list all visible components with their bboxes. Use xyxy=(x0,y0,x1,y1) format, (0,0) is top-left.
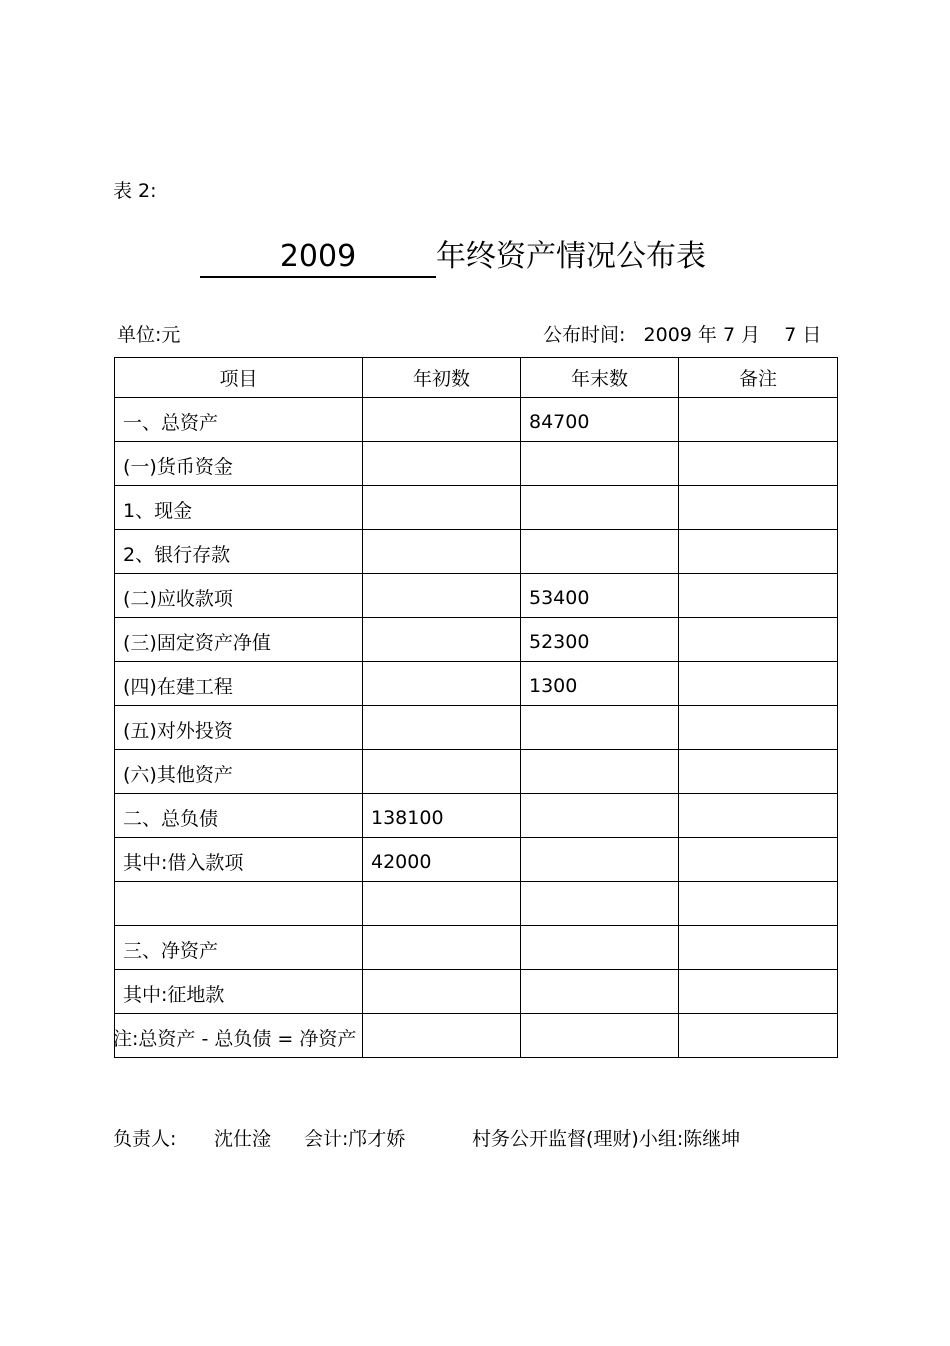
cell-item: 其中:征地款 xyxy=(115,970,363,1014)
publish-date: 公布时间: 2009 年 7 月 7 日 xyxy=(543,324,822,346)
cell-end xyxy=(521,750,679,794)
accountant-signature: 会计:邝才娇 xyxy=(304,1128,406,1150)
table-row xyxy=(115,442,838,486)
cell-item: (三)固定资产净值 xyxy=(115,618,363,662)
table-row xyxy=(115,926,838,970)
cell-start xyxy=(363,970,521,1014)
responsible-label: 负责人: xyxy=(113,1128,177,1150)
column-header-item: 项目 xyxy=(115,358,363,398)
cell-remark xyxy=(679,838,838,882)
cell-start xyxy=(363,486,521,530)
cell-end xyxy=(521,882,679,926)
cell-start xyxy=(363,398,521,442)
cell-start xyxy=(363,750,521,794)
cell-remark xyxy=(679,442,838,486)
cell-end xyxy=(521,838,679,882)
cell-end xyxy=(521,926,679,970)
cell-end xyxy=(521,794,679,838)
cell-item xyxy=(115,882,363,926)
cell-remark xyxy=(679,530,838,574)
cell-end xyxy=(521,1014,679,1058)
table-row xyxy=(115,794,838,838)
responsible-name: 沈仕淦 xyxy=(214,1128,272,1150)
table-caption: 表 2: xyxy=(113,180,157,202)
cell-remark xyxy=(679,1014,838,1058)
cell-start xyxy=(363,1014,521,1058)
cell-start xyxy=(363,618,521,662)
cell-remark xyxy=(679,486,838,530)
cell-item: 2、银行存款 xyxy=(115,530,363,574)
cell-item: (二)应收款项 xyxy=(115,574,363,618)
cell-start xyxy=(363,442,521,486)
cell-end: 53400 xyxy=(521,574,679,618)
cell-end xyxy=(521,442,679,486)
column-header-remark: 备注 xyxy=(679,358,838,398)
cell-item: 其中:借入款项 xyxy=(115,838,363,882)
cell-item: (五)对外投资 xyxy=(115,706,363,750)
cell-item: 一、总资产 xyxy=(115,398,363,442)
cell-start: 138100 xyxy=(363,794,521,838)
cell-item: 三、净资产 xyxy=(115,926,363,970)
title-text: 年终资产情况公布表 xyxy=(436,239,706,274)
table-row xyxy=(115,970,838,1014)
unit-label: 单位:元 xyxy=(117,324,181,346)
cell-end: 84700 xyxy=(521,398,679,442)
table-row xyxy=(115,750,838,794)
table-row xyxy=(115,530,838,574)
cell-item: 1、现金 xyxy=(115,486,363,530)
cell-remark xyxy=(679,750,838,794)
cell-remark xyxy=(679,970,838,1014)
cell-item: (一)货币资金 xyxy=(115,442,363,486)
table-row xyxy=(115,574,838,618)
cell-remark xyxy=(679,574,838,618)
cell-item: 二、总负债 xyxy=(115,794,363,838)
formula-note: 注:总资产 - 总负债 = 净资产 xyxy=(113,1028,357,1050)
table-row xyxy=(115,486,838,530)
cell-remark xyxy=(679,882,838,926)
table-header-row xyxy=(115,358,838,398)
table-row xyxy=(115,662,838,706)
table-row xyxy=(115,838,838,882)
supervisor-signature: 村务公开监督(理财)小组:陈继坤 xyxy=(472,1128,741,1150)
table-row xyxy=(115,882,838,926)
cell-start xyxy=(363,926,521,970)
cell-remark xyxy=(679,618,838,662)
table-row xyxy=(115,398,838,442)
table-row xyxy=(115,618,838,662)
cell-end xyxy=(521,970,679,1014)
table-row xyxy=(115,706,838,750)
cell-end xyxy=(521,486,679,530)
cell-start: 42000 xyxy=(363,838,521,882)
cell-end: 52300 xyxy=(521,618,679,662)
title-year: 2009 xyxy=(200,238,436,278)
column-header-end: 年末数 xyxy=(521,358,679,398)
asset-table xyxy=(114,357,838,1058)
page-title xyxy=(200,238,706,280)
cell-end xyxy=(521,530,679,574)
cell-start xyxy=(363,882,521,926)
cell-remark xyxy=(679,926,838,970)
cell-remark xyxy=(679,662,838,706)
cell-remark xyxy=(679,706,838,750)
cell-start xyxy=(363,530,521,574)
cell-start xyxy=(363,574,521,618)
cell-end: 1300 xyxy=(521,662,679,706)
cell-remark xyxy=(679,794,838,838)
cell-start xyxy=(363,662,521,706)
column-header-start: 年初数 xyxy=(363,358,521,398)
cell-item: (四)在建工程 xyxy=(115,662,363,706)
cell-end xyxy=(521,706,679,750)
cell-start xyxy=(363,706,521,750)
cell-item: (六)其他资产 xyxy=(115,750,363,794)
cell-remark xyxy=(679,398,838,442)
